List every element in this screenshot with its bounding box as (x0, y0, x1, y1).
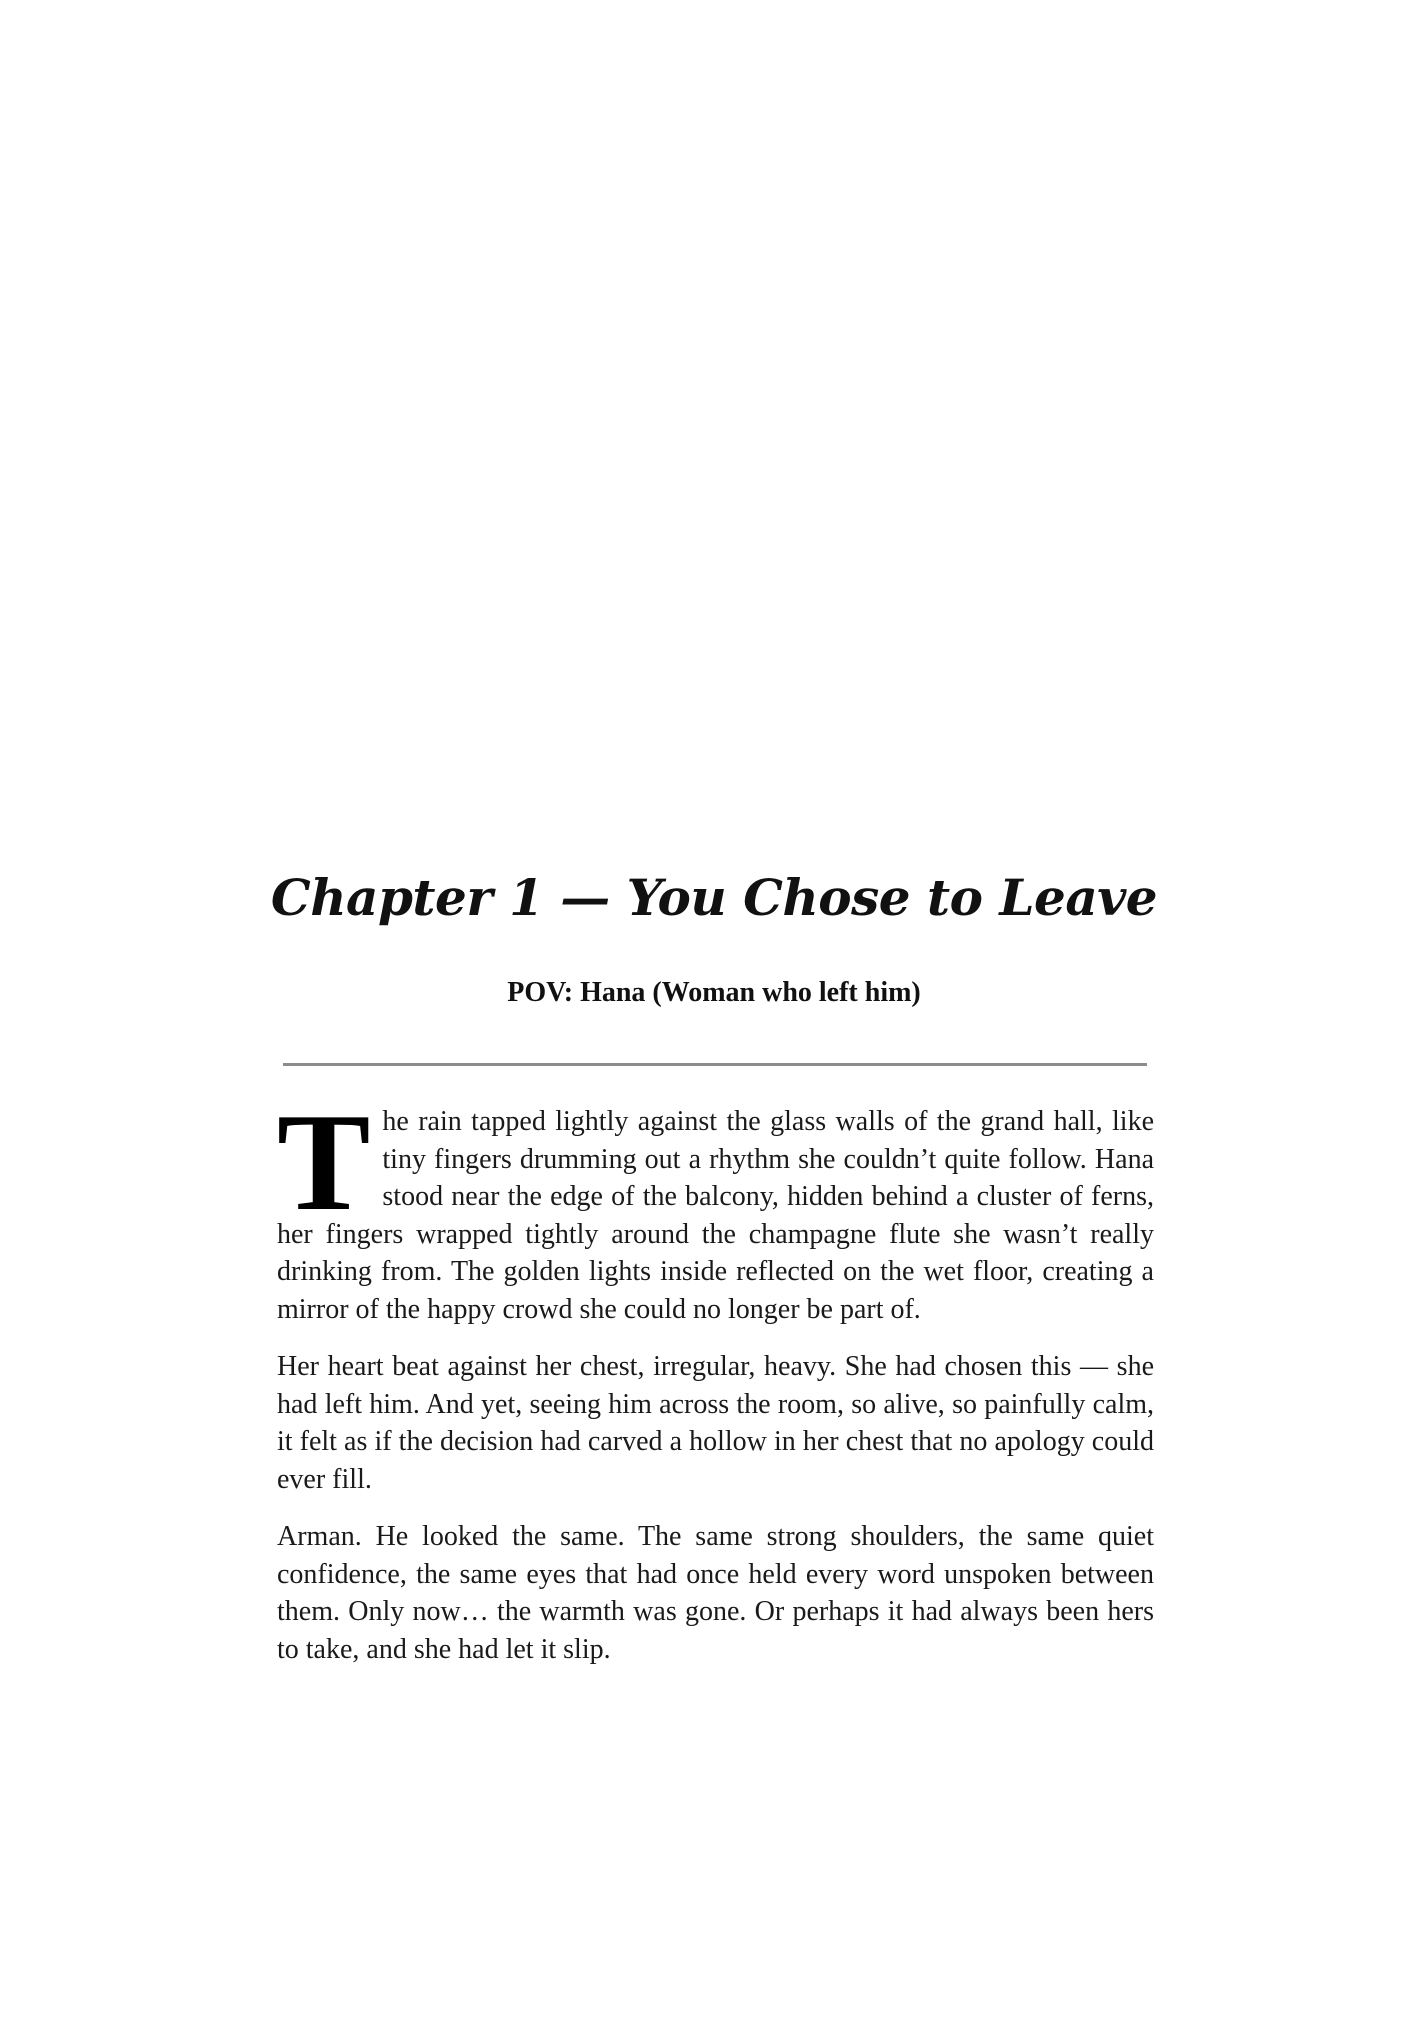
chapter-title: Chapter 1 — You Chose to Leave (270, 868, 1158, 927)
pov-subtitle: POV: Hana (Woman who left him) (507, 977, 921, 1008)
paragraph-2: Her heart beat against her chest, irregular, heavy. She had chosen this — she had left him. And yet, seeing him across the room, so alive, so painfully calm, it felt as if the decision had carved a hollow in her chest that no apology could ever fill. (277, 1351, 1154, 1495)
paragraph-3: Arman. He looked the same. The same strong shoulders, the same quiet confidence, the same eyes that had once held every word unspoken between them. Only now… the warmth was gone. Or perhaps it had always been hers to take, and she had let it slip. (277, 1521, 1154, 1665)
paragraph-1-text: he rain tapped lightly against the glass walls of the grand hall, like tiny fingers drumming out a rhythm she couldn’t quite follow. Hana stood near the edge of the balcony, hidden behind a cluster of ferns, her fingers wrapped tightly around the champagne flute she wasn’t really drinking from. The golden lights inside reflected on the wet floor, creating a mirror of the happy crowd she could no longer be part of. (277, 1106, 1154, 1325)
section-divider (283, 1063, 1147, 1066)
paragraph-1 (277, 1085, 1154, 1328)
chapter-body (277, 1085, 1154, 1688)
drop-cap: T (277, 1085, 371, 1240)
